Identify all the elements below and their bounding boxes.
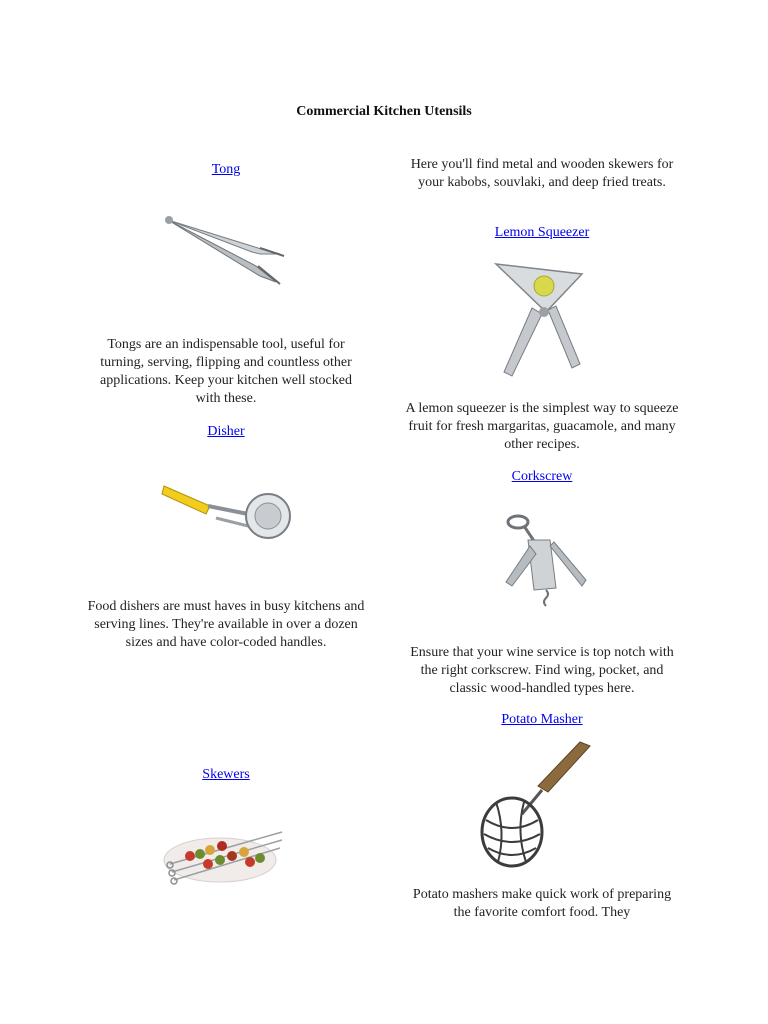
lemon-squeezer-description: A lemon squeezer is the simplest way to squeeze fruit for fresh margaritas, guacamole, and many other recipes. <box>405 401 679 452</box>
lemon-squeezer-link[interactable]: Lemon Squeezer <box>494 225 590 240</box>
corkscrew-link[interactable]: Corkscrew <box>511 469 573 484</box>
disher-image <box>160 470 295 545</box>
disher-link[interactable]: Disher <box>207 424 245 439</box>
potato-masher-image <box>476 740 602 876</box>
tong-image <box>160 208 290 294</box>
tong-description: Tongs are an indispensable tool, useful for turning, serving, flipping and countless other applications. Keep your kitchen well stocked with these. <box>100 337 352 406</box>
potato-masher-description: Potato mashers make quick work of preparing the favorite comfort food. They <box>412 887 672 920</box>
skewers-link[interactable]: Skewers <box>202 767 250 782</box>
corkscrew-description: Ensure that your wine service is top notch with the right corkscrew. Find wing, pocket, and classic wood-handled types here. <box>410 645 674 696</box>
skewers-description: Here you'll find metal and wooden skewers for your kabobs, souvlaki, and deep fried treats. <box>410 157 674 190</box>
potato-masher-link[interactable]: Potato Masher <box>501 712 583 727</box>
disher-description: Food dishers are must haves in busy kitchens and serving lines. They're available in over a dozen sizes and have color-coded handles. <box>87 599 365 650</box>
lemon-squeezer-image <box>486 256 591 384</box>
corkscrew-image <box>500 510 592 610</box>
skewers-image <box>160 818 285 890</box>
tong-link[interactable]: Tong <box>211 162 241 177</box>
page-title: Commercial Kitchen Utensils <box>296 104 472 119</box>
